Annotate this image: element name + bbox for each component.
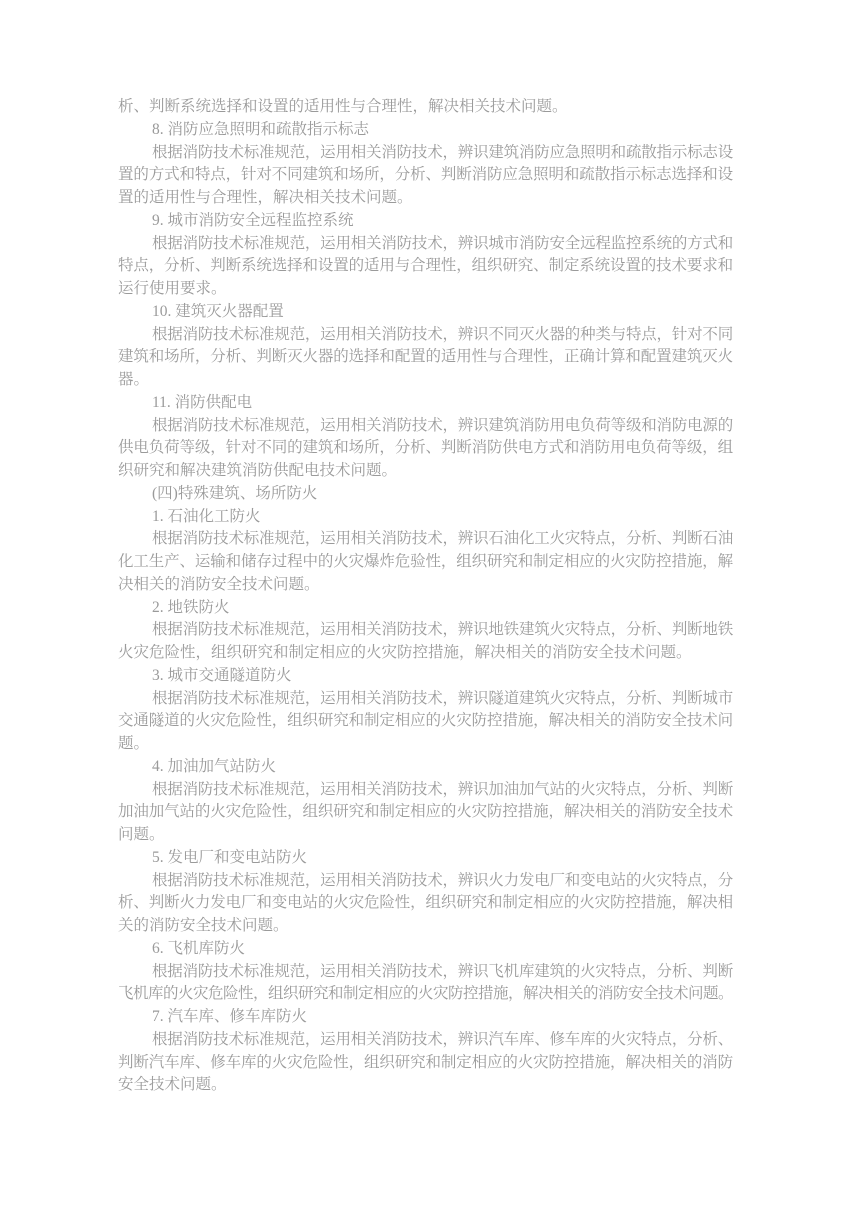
text-run: 置的适用性与合理性，解决相关技术问题。 xyxy=(118,189,413,206)
text-line xyxy=(118,870,733,893)
text-line xyxy=(118,210,733,233)
text-line xyxy=(118,597,733,620)
text-line xyxy=(118,1029,733,1052)
text-line xyxy=(118,506,733,529)
heading xyxy=(118,210,733,233)
text-run: 飞机库的火灾危险性，组织研究和制定相应的火灾防控措施，解决相关的消防安全技术问题。 xyxy=(118,985,733,1003)
paragraph xyxy=(118,688,733,756)
text-line xyxy=(118,96,733,119)
paragraph xyxy=(118,96,733,119)
text-line xyxy=(118,1006,733,1029)
text-run: 2. 地铁防火 xyxy=(152,598,230,616)
heading xyxy=(118,119,733,142)
text-run: 供电负荷等级，针对不同的建筑和场所，分析、判断消防供电方式和消防用电负荷等级，组 xyxy=(118,439,733,457)
text-run: 3. 城市交通隧道防火 xyxy=(152,666,292,684)
text-run: 根据消防技术标准规范，运用相关消防技术，辨识城市消防安全远程监控系统的方式和 xyxy=(152,234,733,252)
text-run: 器。 xyxy=(118,371,150,388)
text-run: 根据消防技术标准规范，运用相关消防技术，辨识地铁建筑火灾特点，分析、判断地铁 xyxy=(152,621,733,639)
text-run: 11. 消防供配电 xyxy=(152,393,253,411)
text-line xyxy=(118,710,733,733)
text-run: 7. 汽车库、修车库防火 xyxy=(152,1008,308,1025)
paragraph xyxy=(118,1029,733,1097)
text-run: 关的消防安全技术问题。 xyxy=(118,917,289,934)
text-run: 交通隧道的火灾危险性，组织研究和制定相应的火灾防控措施，解决相关的消防安全技术问 xyxy=(118,712,733,730)
heading xyxy=(118,483,733,506)
text-run: 10. 建筑灭火器配置 xyxy=(152,302,284,320)
text-line xyxy=(118,483,733,506)
text-run: 织研究和解决建筑消防供配电技术问题。 xyxy=(118,462,398,479)
text-run: 根据消防技术标准规范，运用相关消防技术，辨识不同灭火器的种类与特点，针对不同 xyxy=(152,325,733,343)
text-line xyxy=(118,119,733,142)
text-line xyxy=(118,1052,733,1075)
text-run: 根据消防技术标准规范，运用相关消防技术，辨识建筑消防用电负荷等级和消防电源的 xyxy=(152,416,733,434)
text-line xyxy=(118,187,733,210)
heading xyxy=(118,506,733,529)
heading xyxy=(118,1006,733,1029)
text-line xyxy=(118,642,733,665)
text-run: 加油加气站的火灾危险性，组织研究和制定相应的火灾防控措施，解决相关的消防安全技术 xyxy=(118,803,733,821)
text-line xyxy=(118,346,733,369)
text-run: 9. 城市消防安全远程监控系统 xyxy=(152,211,354,229)
heading xyxy=(118,756,733,779)
paragraph xyxy=(118,870,733,938)
heading xyxy=(118,665,733,688)
text-run: 建筑和场所，分析、判断灭火器的选择和配置的适用性与合理性，正确计算和配置建筑灭火 xyxy=(118,348,733,366)
text-line xyxy=(118,892,733,915)
text-line xyxy=(118,733,733,756)
text-run: 根据消防技术标准规范，运用相关消防技术，辨识建筑消防应急照明和疏散指示标志设 xyxy=(152,143,733,161)
text-run: 题。 xyxy=(118,735,150,752)
document-content xyxy=(118,96,733,1097)
text-run: 析、判断系统选择和设置的适用性与合理性，解决相关技术问题。 xyxy=(118,98,568,115)
text-line xyxy=(118,619,733,642)
text-line xyxy=(118,847,733,870)
paragraph xyxy=(118,142,733,210)
text-run: 根据消防技术标准规范，运用相关消防技术，辨识飞机库建筑的火灾特点，分析、判断 xyxy=(152,962,733,980)
text-run: 5. 发电厂和变电站防火 xyxy=(152,848,308,866)
paragraph xyxy=(118,324,733,392)
text-line xyxy=(118,665,733,688)
text-run: 8. 消防应急照明和疏散指示标志 xyxy=(152,120,370,138)
text-line xyxy=(118,233,733,256)
text-line xyxy=(118,392,733,415)
text-run: 问题。 xyxy=(118,826,165,843)
text-run: 根据消防技术标准规范，运用相关消防技术，辨识隧道建筑火灾特点，分析、判断城市 xyxy=(152,689,733,707)
text-run: 判断汽车库、修车库的火灾危险性，组织研究和制定相应的火灾防控措施，解决相关的消防 xyxy=(118,1053,733,1071)
text-line xyxy=(118,255,733,278)
text-line xyxy=(118,278,733,301)
heading xyxy=(118,847,733,870)
text-line xyxy=(118,779,733,802)
text-line xyxy=(118,324,733,347)
heading xyxy=(118,597,733,620)
text-line xyxy=(118,961,733,984)
text-run: 置的方式和特点，针对不同建筑和场所，分析、判断消防应急照明和疏散指示标志选择和设 xyxy=(118,166,733,184)
text-run: 根据消防技术标准规范，运用相关消防技术，辨识火力发电厂和变电站的火灾特点，分 xyxy=(152,871,733,889)
text-line xyxy=(118,528,733,551)
text-line xyxy=(118,938,733,961)
heading xyxy=(118,301,733,324)
paragraph xyxy=(118,779,733,847)
text-run: (四)特殊建筑、场所防火 xyxy=(152,484,318,502)
heading xyxy=(118,938,733,961)
text-line xyxy=(118,983,733,1006)
text-run: 4. 加油加气站防火 xyxy=(152,757,277,775)
text-line xyxy=(118,142,733,165)
text-run: 火灾危险性，组织研究和制定相应的火灾防控措施，解决相关的消防安全技术问题。 xyxy=(118,644,692,661)
paragraph xyxy=(118,961,733,1007)
paragraph xyxy=(118,415,733,483)
text-run: 1. 石油化工防火 xyxy=(152,507,261,525)
text-line xyxy=(118,301,733,324)
text-run: 特点，分析、判断系统选择和设置的适用与合理性，组织研究、制定系统设置的技术要求和 xyxy=(118,257,733,275)
text-run: 根据消防技术标准规范，运用相关消防技术，辨识加油加气站的火灾特点，分析、判断 xyxy=(152,780,733,798)
text-run: 化工生产、运输和储存过程中的火灾爆炸危验性，组织研究和制定相应的火灾防控措施，解 xyxy=(118,553,733,570)
paragraph xyxy=(118,233,733,301)
text-line xyxy=(118,801,733,824)
text-line xyxy=(118,915,733,938)
text-run: 根据消防技术标准规范，运用相关消防技术，辨识石油化工火灾特点，分析、判断石油 xyxy=(152,530,733,548)
text-line xyxy=(118,756,733,779)
paragraph xyxy=(118,619,733,665)
text-run: 安全技术问题。 xyxy=(118,1076,227,1094)
paragraph xyxy=(118,528,733,596)
text-line xyxy=(118,551,733,574)
text-run: 决相关的消防安全技术问题。 xyxy=(118,575,320,593)
heading xyxy=(118,392,733,415)
text-run: 析、判断火力发电厂和变电站的火灾危险性，组织研究和制定相应的火灾防控措施，解决相 xyxy=(118,894,733,912)
text-run: 运行使用要求。 xyxy=(118,280,227,297)
text-line xyxy=(118,437,733,460)
text-line xyxy=(118,415,733,438)
text-run: 6. 飞机库防火 xyxy=(152,939,246,957)
text-line xyxy=(118,574,733,597)
text-line xyxy=(118,369,733,392)
text-line xyxy=(118,688,733,711)
text-line xyxy=(118,164,733,187)
text-line xyxy=(118,460,733,483)
text-line xyxy=(118,1074,733,1097)
text-run: 根据消防技术标准规范，运用相关消防技术，辨识汽车库、修车库的火灾特点，分析、 xyxy=(152,1030,733,1048)
text-line xyxy=(118,824,733,847)
